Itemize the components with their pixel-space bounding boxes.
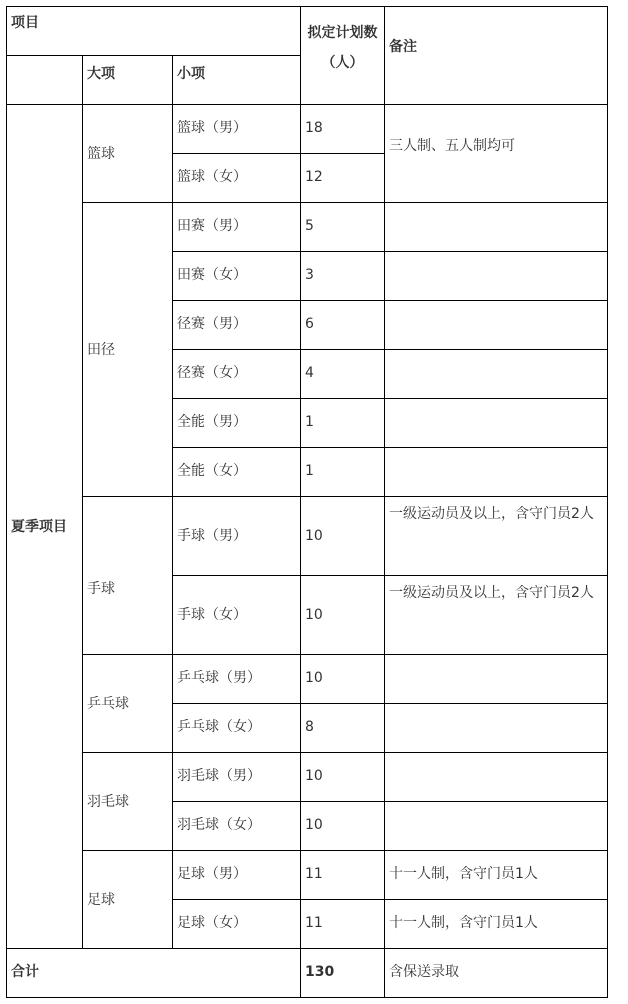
count-cell: 18 <box>305 120 323 136</box>
count-cell: 4 <box>305 365 314 381</box>
total-count: 130 <box>305 964 335 980</box>
count-cell: 1 <box>305 463 314 479</box>
group-name: 乒乓球 <box>87 695 129 712</box>
header-plan: 拟定计划数（人） <box>307 25 378 71</box>
note-cell: 三人制、五人制均可 <box>389 138 515 154</box>
group-name: 足球 <box>87 891 115 908</box>
count-cell: 10 <box>305 670 323 686</box>
count-cell: 6 <box>305 316 314 332</box>
line <box>607 6 608 998</box>
item-cell: 乒乓球（女） <box>177 719 261 735</box>
note-cell: 十一人制，含守门员1人 <box>389 866 538 882</box>
item-cell: 足球（女） <box>177 915 247 931</box>
count-cell: 12 <box>305 169 323 185</box>
line <box>6 997 608 998</box>
group-name: 手球 <box>87 580 115 597</box>
header-major: 大项 <box>87 66 115 82</box>
item-cell: 篮球（男） <box>177 120 247 136</box>
count-cell: 11 <box>305 915 323 931</box>
item-cell: 径赛（男） <box>177 316 247 332</box>
section-label: 夏季项目 <box>11 518 67 535</box>
item-cell: 田赛（女） <box>177 267 247 283</box>
item-cell: 羽毛球（男） <box>177 768 261 784</box>
item-cell: 篮球（女） <box>177 169 247 185</box>
total-label: 合计 <box>11 964 39 980</box>
count-cell: 11 <box>305 866 323 882</box>
group-name: 羽毛球 <box>87 793 129 810</box>
item-cell: 全能（女） <box>177 463 247 479</box>
count-cell: 10 <box>305 768 323 784</box>
note-cell: 一级运动员及以上，含守门员2人 <box>389 506 594 522</box>
item-cell: 羽毛球（女） <box>177 817 261 833</box>
count-cell: 8 <box>305 719 314 735</box>
item-cell: 乒乓球（男） <box>177 670 261 686</box>
item-cell: 手球（女） <box>177 607 247 623</box>
group-name: 篮球 <box>87 145 115 162</box>
note-cell: 一级运动员及以上，含守门员2人 <box>389 585 594 601</box>
count-cell: 3 <box>305 267 314 283</box>
count-cell: 10 <box>305 607 323 623</box>
count-cell: 10 <box>305 528 323 544</box>
header-project: 项目 <box>11 15 39 31</box>
group-name: 田径 <box>87 341 115 358</box>
item-cell: 全能（男） <box>177 414 247 430</box>
total-note: 含保送录取 <box>389 964 459 980</box>
count-cell: 5 <box>305 218 314 234</box>
count-cell: 1 <box>305 414 314 430</box>
item-cell: 田赛（男） <box>177 218 247 234</box>
header-note: 备注 <box>389 39 417 55</box>
item-cell: 足球（男） <box>177 866 247 882</box>
header-minor: 小项 <box>177 66 205 82</box>
item-cell: 手球（男） <box>177 528 247 544</box>
note-cell: 十一人制，含守门员1人 <box>389 915 538 931</box>
count-cell: 10 <box>305 817 323 833</box>
item-cell: 径赛（女） <box>177 365 247 381</box>
